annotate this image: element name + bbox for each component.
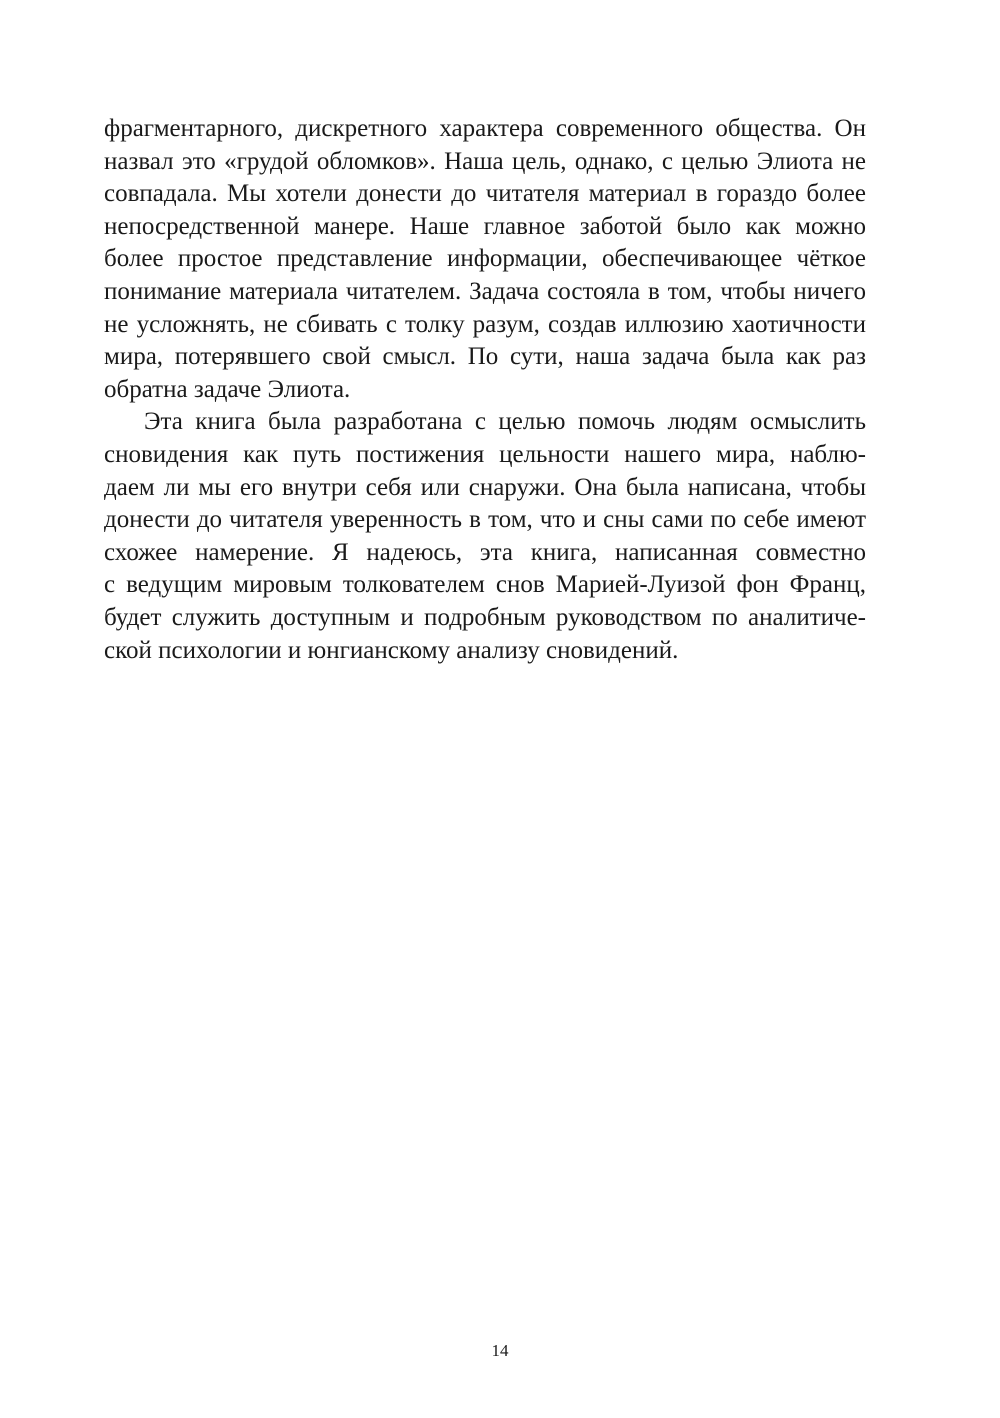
text-line: схожее намерение. Я надеюсь, эта книга, написанная совместно: [104, 538, 866, 566]
text-line: ской психологии и юнгианскому анализу сновидений.: [104, 636, 679, 664]
text-line: донести до читателя уверенность в том, что и сны сами по себе имеют: [104, 506, 866, 534]
text-line: непосредственной манере. Наше главное заботой было как можно: [104, 212, 866, 240]
page-number: 14: [491, 1341, 509, 1360]
text-line: назвал это «грудой обломков». Наша цель, однако, с целью Элиота не: [104, 147, 866, 175]
text-line: даем ли мы его внутри себя или снаружи. Она была написана, чтобы: [104, 473, 866, 501]
paragraph-1: [104, 113, 866, 406]
text-line: более простое представление информации, обеспечивающее чёткое: [104, 245, 866, 273]
text-line: будет служить доступным и подробным руководством по аналитиче-: [104, 603, 866, 631]
text-line: понимание материала читателем. Задача состояла в том, чтобы ничего: [104, 277, 866, 305]
text-line: мира, потерявшего свой смысл. По сути, наша задача была как раз: [104, 343, 866, 371]
text-line: Эта книга была разработана с целью помочь людям осмыслить: [144, 408, 866, 436]
text-line: не усложнять, не сбивать с толку разум, создав иллюзию хаотичности: [104, 310, 866, 338]
text-line: фрагментарного, дискретного характера современного общества. Он: [104, 115, 866, 142]
text-line: с ведущим мировым толкователем снов Марией-Луизой фон Франц,: [104, 571, 866, 599]
body-text: [104, 113, 866, 667]
text-line: совпадала. Мы хотели донести до читателя материал в гораздо более: [104, 180, 866, 208]
text-line: обратна задаче Элиота.: [104, 375, 351, 403]
paragraph-2: [104, 406, 866, 667]
text-line: сновидения как путь постижения цельности нашего мира, наблю-: [104, 440, 866, 468]
